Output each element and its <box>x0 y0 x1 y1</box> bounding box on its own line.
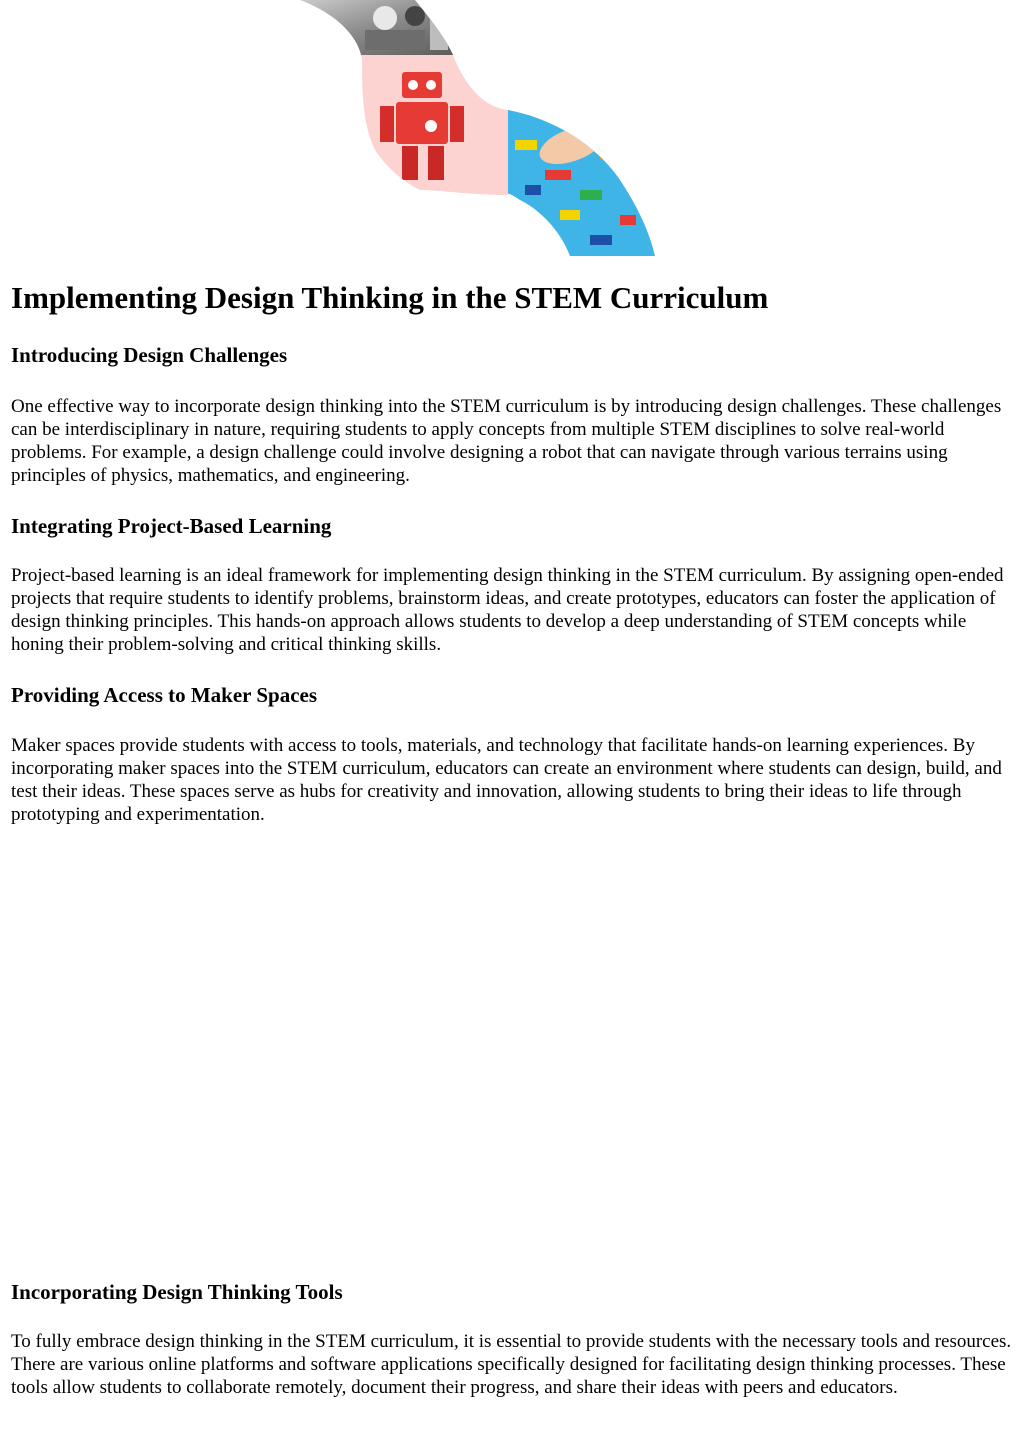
section-heading-design-thinking-tools: Incorporating Design Thinking Tools <box>11 1280 343 1304</box>
section-body-maker-spaces: Maker spaces provide students with access to tools, materials, and technology that facilitate hands-on learning experiences. By incorporating maker spaces into the STEM curriculum, educators can create an environment where students can design, build, and test their ideas. These spaces serve as hubs for creativity and innovation, allowing students to bring their ideas to life through prototyping and experimentation. <box>11 735 1002 825</box>
section-heading-project-based-learning: Integrating Project-Based Learning <box>11 514 332 538</box>
section-body-design-thinking-tools: To fully embrace design thinking in the STEM curriculum, it is essential to provide students with the necessary tools and resources. There are various online platforms and software applications specifically designed for facilitating design thinking processes. These tools allow students to collaborate remotely, document their progress, and share their ideas with peers and educators. <box>11 1331 1012 1398</box>
article-title: Implementing Design Thinking in the STEM Curriculum <box>11 280 769 315</box>
section-heading-maker-spaces: Providing Access to Maker Spaces <box>11 683 318 707</box>
section-body-project-based-learning: Project-based learning is an ideal framework for implementing design thinking in the STEM curriculum. By assigning open-ended projects that require students to identify problems, brainstorm ideas, and create prototypes, educators can foster the application of design thinking principles. This hands-on approach allows students to develop a deep understanding of STEM concepts while honing their problem-solving and critical thinking skills. <box>11 565 1004 655</box>
section-body-design-challenges: One effective way to incorporate design thinking into the STEM curriculum is by introducing design challenges. These challenges can be interdisciplinary in nature, requiring students to apply concepts from multiple STEM disciplines to solve real-world problems. For example, a design challenge could involve designing a robot that can navigate through various terrains using principles of physics, mathematics, and engineering. <box>11 396 1002 486</box>
lego-bricks-photo <box>508 108 668 258</box>
red-robot-photo <box>355 55 510 200</box>
classroom-photo <box>290 0 460 55</box>
section-heading-design-challenges: Introducing Design Challenges <box>11 343 288 367</box>
hero-image <box>0 0 1024 262</box>
